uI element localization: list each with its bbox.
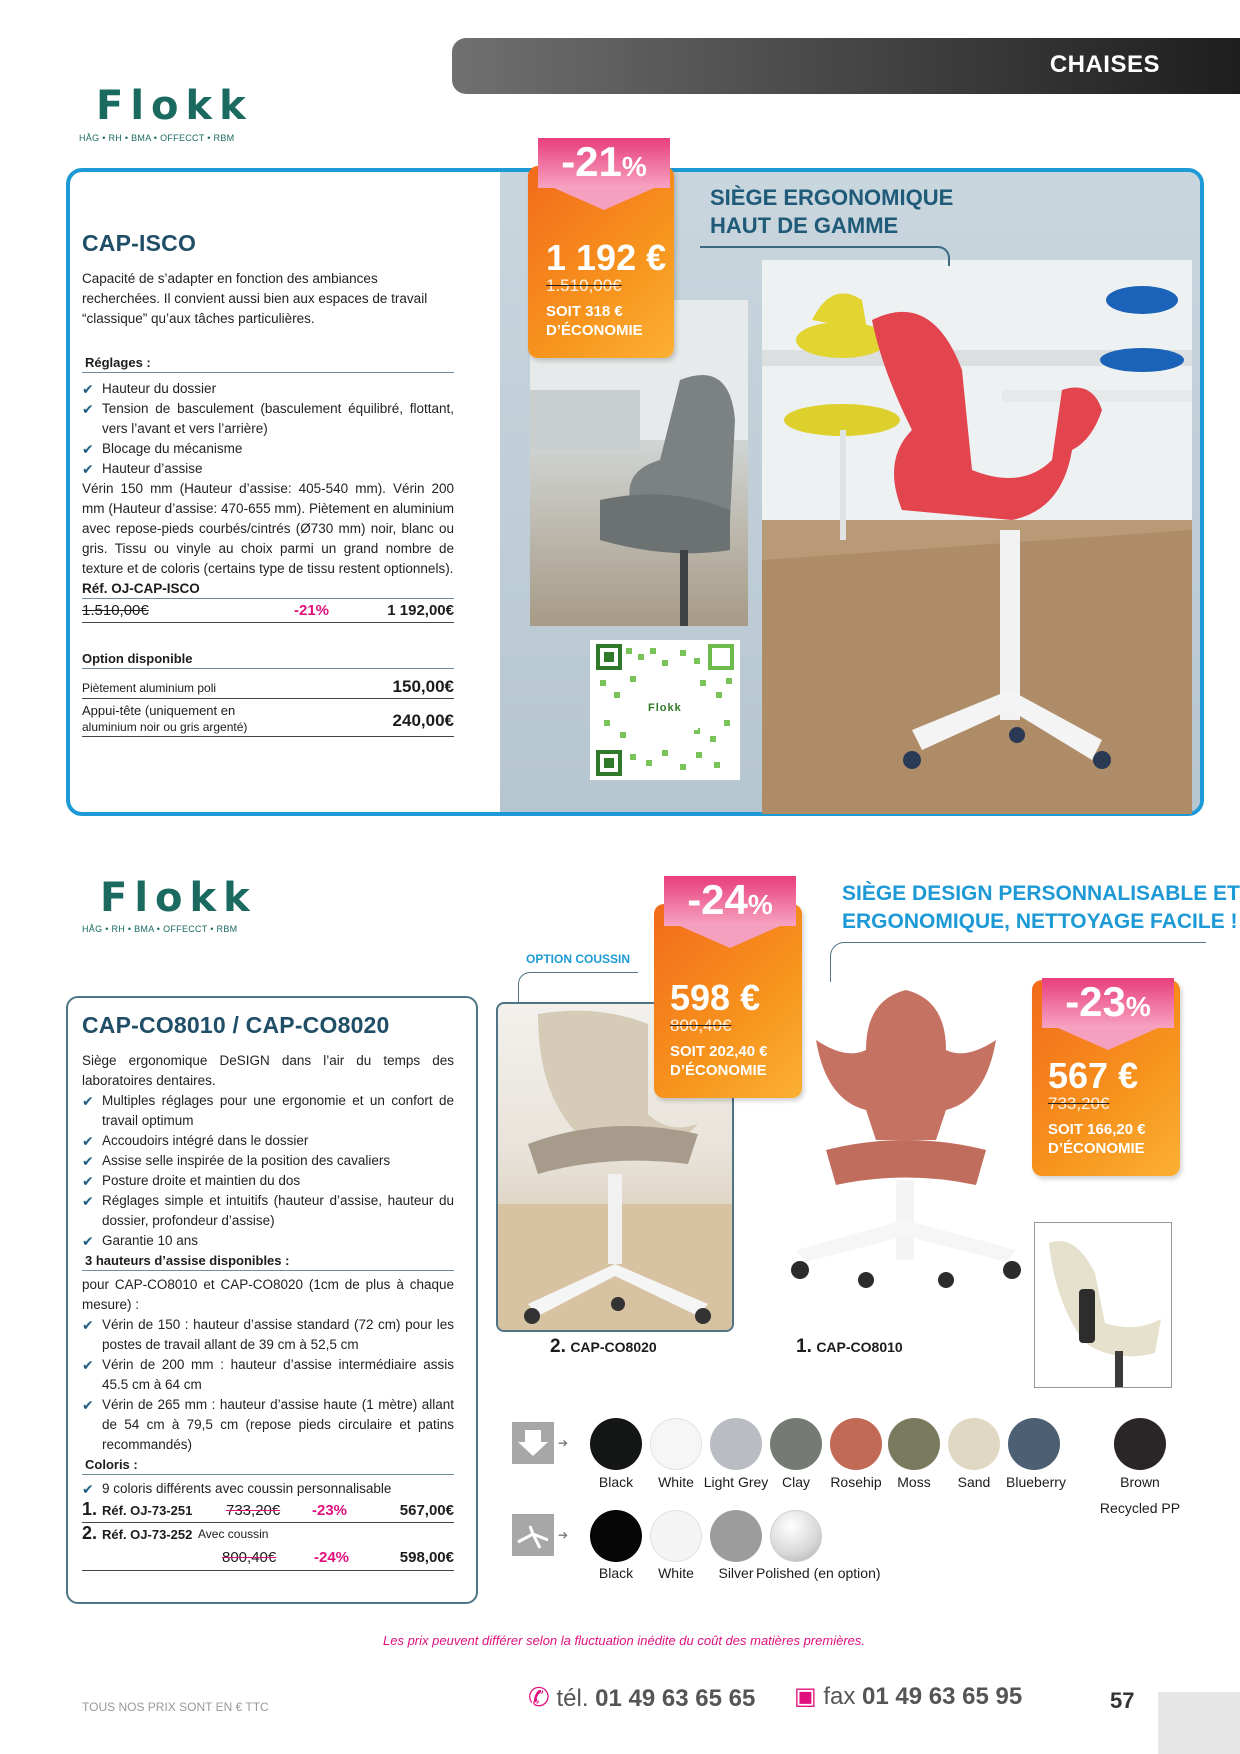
tag-price-block (670, 977, 768, 1080)
option-row (82, 669, 454, 699)
swatch-label: Polished (en option) (756, 1565, 881, 1581)
fax-label: fax (823, 1683, 856, 1710)
discount-badge (1042, 978, 1174, 1028)
price: 567,00€ (399, 1502, 454, 1519)
headline-connector (700, 246, 950, 266)
ref-code: Réf. OJ-73-251 (102, 1503, 193, 1518)
old-price: 800,40€ (222, 1549, 277, 1566)
logo-text: Flokk (96, 83, 253, 129)
old-price: 1.510,00€ (82, 602, 149, 619)
settings-item: ✔ Blocage du mécanisme (82, 439, 454, 459)
swatch-label: Silver (718, 1565, 754, 1581)
swatch-base-black[interactable] (590, 1510, 642, 1562)
product1-text (82, 230, 454, 737)
product-details: Vérin 150 mm (Hauteur d’assise: 405-540 mm). Vérin 200 mm (Hauteur d’assise: 470-655 mm). Piètement en aluminium avec repose-pieds courbés/cintrés (Ø730 mm) noir, blanc ou gris. Tissu ou vinyle au choix parmi un grand nombre de texture et de coloris (certains type de tissu restent optionnels). (82, 481, 454, 576)
base-icon (512, 1514, 554, 1556)
heights-list (82, 1315, 454, 1455)
swatch-light-grey[interactable] (710, 1418, 762, 1470)
seat-icon (512, 1422, 554, 1464)
settings-item: ✔ Tension de basculement (basculement équilibré, flottant, vers l’avant et vers l’arrière) (82, 399, 454, 439)
arrow-icon: ➔ (558, 1436, 569, 1450)
fax-contact[interactable] (794, 1682, 1022, 1711)
phone-contact[interactable] (528, 1682, 755, 1713)
section-title: CHAISES (1049, 51, 1160, 78)
discount: -21% (294, 602, 330, 619)
page-number: 57 (1110, 1688, 1135, 1713)
swatch-base-silver[interactable] (710, 1510, 762, 1562)
ref-extra: Avec coussin (198, 1527, 269, 1541)
option-connector (518, 972, 638, 1002)
height-item: ✔ Vérin de 265 mm : hauteur d’assise haute (1 mètre) allant de 54 cm à 79,5 cm (repose pieds circulaire et patins recommandés) (82, 1395, 454, 1455)
feature-item: ✔ Multiples réglages pour une ergonomie et un confort de travail optimum (82, 1091, 454, 1131)
settings-heading: Réglages : (82, 355, 454, 373)
tag-price: 567 € (1048, 1055, 1139, 1096)
discount: -24% (314, 1549, 350, 1566)
feature-item: ✔ Posture droite et maintien du dos (82, 1171, 454, 1191)
price: 1 192,00€ (387, 602, 454, 619)
discount: -23% (312, 1502, 348, 1519)
tag-savings: SOIT 318 € (546, 303, 623, 320)
feature-item: ✔ Garantie 10 ans (82, 1231, 454, 1251)
fax-number: 01 49 63 65 95 (862, 1683, 1023, 1710)
seat-arrow-icon (512, 1422, 554, 1464)
caption-cap-co8020 (550, 1336, 657, 1358)
product-title: CAP-ISCO (82, 230, 197, 256)
option-price: 150,00€ (392, 677, 454, 696)
red-chair-illustration (762, 260, 1192, 814)
swatch-rosehip[interactable] (830, 1418, 882, 1470)
ref-code: Réf. OJ-73-252 (102, 1527, 193, 1542)
options-heading: Option disponible (82, 651, 454, 669)
discount-badge (664, 876, 796, 926)
option-coussin-label: OPTION COUSSIN (526, 952, 631, 966)
caption-number: 1. (796, 1336, 812, 1357)
ttc-note: TOUS NOS PRIX SONT EN € TTC (82, 1700, 269, 1714)
headline-product1 (710, 184, 953, 240)
tag-savings-label: D’ÉCONOMIE (1048, 1140, 1145, 1157)
option-label: Piètement aluminium poli (82, 681, 217, 695)
headline-connector (830, 942, 1206, 982)
swatch-label: Rosehip (830, 1474, 882, 1490)
caption-number: 2. (550, 1336, 566, 1357)
swatch-label: Clay (781, 1474, 810, 1490)
base-star-icon (512, 1514, 554, 1556)
ref-number: 2. (82, 1523, 98, 1543)
logo-text: Flokk (100, 875, 257, 921)
caption-cap-co8010 (796, 1336, 903, 1358)
discount-value: -23 (1065, 978, 1126, 1025)
heights-heading: 3 hauteurs d’assise disponibles : (82, 1253, 454, 1271)
feature-item: ✔ Réglages simple et intuitifs (hauteur d’assise, hauteur du dossier, profondeur d’assise) (82, 1191, 454, 1231)
page-number-box (1158, 1692, 1240, 1754)
headline-product2 (842, 880, 1240, 936)
option-label: aluminium noir ou gris argenté) (82, 720, 248, 734)
tag-savings: SOIT 202,40 € (670, 1043, 768, 1060)
ref-row-1 (82, 1499, 454, 1523)
phone-number: 01 49 63 65 65 (595, 1685, 756, 1712)
headline-line2: ERGONOMIQUE, NETTOYAGE FACILE ! (842, 910, 1238, 933)
feature-item: ✔ Assise selle inspirée de la position des cavaliers (82, 1151, 454, 1171)
swatch-label: Sand (957, 1474, 991, 1490)
headline-line1: SIÈGE ERGONOMIQUE (710, 185, 954, 210)
price-disclaimer: Les prix peuvent différer selon la fluctuation inédite du coût des matières premières. (383, 1633, 865, 1648)
product-title: CAP-CO8010 / CAP-CO8020 (82, 1012, 390, 1038)
swatch-sand[interactable] (948, 1418, 1000, 1470)
swatch-label: White (658, 1565, 694, 1581)
product-ref: Réf. OJ-CAP-ISCO (82, 581, 454, 599)
rosehip-chair-illustration (786, 980, 1026, 1300)
ref-row-2-price (82, 1545, 454, 1571)
swatch-label: Recycled PP (1099, 1500, 1181, 1516)
old-price: 733,20€ (226, 1502, 281, 1519)
discount-value: -21 (561, 138, 622, 185)
tag-old-price: 733,20€ (1048, 1094, 1110, 1113)
swatch-label: Blueberry (1006, 1474, 1066, 1490)
settings-list (82, 379, 454, 479)
swatch-moss[interactable] (888, 1418, 940, 1470)
option-label: Appui-tête (uniquement en (82, 703, 236, 718)
product2-text (82, 1012, 454, 1571)
tag-savings-label: D’ÉCONOMIE (670, 1062, 767, 1079)
tag-savings-label: D’ÉCONOMIE (546, 322, 643, 339)
tag-price-block (546, 237, 667, 340)
ref-number: 1. (82, 1499, 98, 1519)
tag-price: 1 192 € (546, 237, 667, 278)
swatch-label: Black (598, 1565, 634, 1581)
height-item: ✔ Vérin de 200 mm : hauteur d’assise intermédiaire assis 45.5 cm à 64 cm (82, 1355, 454, 1395)
caption-text: CAP-CO8010 (816, 1339, 903, 1355)
swatch-label: Moss (897, 1474, 931, 1490)
option-price: 240,00€ (392, 711, 454, 730)
qr-code[interactable] (590, 640, 740, 780)
swatch-brown[interactable] (1114, 1418, 1166, 1470)
swatch-label: Black (598, 1474, 634, 1490)
features-list (82, 1091, 454, 1251)
colors-heading: Coloris : (82, 1457, 454, 1475)
swatch-base-white[interactable] (650, 1510, 702, 1562)
swatch-black[interactable] (590, 1418, 642, 1470)
tag-price: 598 € (670, 977, 761, 1018)
swatch-base-polished[interactable] (770, 1510, 822, 1562)
chair-detail-photo (1034, 1222, 1172, 1388)
product-intro: Siège ergonomique DeSIGN dans l’air du temps des laboratoires dentaires. (82, 1053, 454, 1088)
logo-brands-bottom: HÅG • RH • BMA • OFFECCT • RBM (82, 924, 238, 934)
heights-intro: pour CAP-CO8010 et CAP-CO8020 (1cm de plus à chaque mesure) : (82, 1277, 454, 1312)
price: 598,00€ (399, 1549, 454, 1566)
price-row (82, 599, 454, 623)
section-header (452, 38, 1240, 94)
height-item: ✔ Vérin de 150 : hauteur d’assise standard (72 cm) pour les postes de travail allant de 39 cm à 52,5 cm (82, 1315, 454, 1355)
phone-icon: ✆ (528, 1682, 550, 1712)
logo-brands-top: HÅG • RH • BMA • OFFECCT • RBM (79, 133, 235, 143)
arrow-icon: ➔ (558, 1528, 569, 1542)
product-intro: Capacité de s’adapter en fonction des ambiances recherchées. Il convient aussi bien aux espaces de travail “classique” qu’aux tâches particulières. (82, 271, 428, 326)
swatch-white[interactable] (650, 1418, 702, 1470)
discount-sign: % (747, 889, 773, 920)
swatch-label: White (658, 1474, 694, 1490)
caption-text: CAP-CO8020 (570, 1339, 657, 1355)
feature-item: ✔ Accoudoirs intégré dans le dossier (82, 1131, 454, 1151)
tag-savings: SOIT 166,20 € (1048, 1121, 1146, 1138)
ref-row-2 (82, 1523, 454, 1545)
headline-line2: HAUT DE GAMME (710, 213, 899, 238)
chair-photo-red (762, 260, 1192, 814)
flokk-logo-bottom (100, 875, 257, 921)
discount-sign: % (621, 151, 647, 182)
swatch-blueberry[interactable] (1008, 1418, 1060, 1470)
settings-item: ✔ Hauteur d’assise (82, 459, 454, 479)
tag-old-price: 800,40€ (670, 1016, 732, 1035)
discount-sign: % (1125, 991, 1151, 1022)
colors-note: ✔ 9 coloris différents avec coussin personnalisable (82, 1479, 454, 1499)
phone-label: tél. (556, 1685, 589, 1712)
headline-line1: SIÈGE DESIGN PERSONNALISABLE ET (842, 882, 1240, 905)
swatch-clay[interactable] (770, 1418, 822, 1470)
discount-value: -24 (687, 876, 748, 923)
tag-price-block (1048, 1055, 1146, 1158)
tag-old-price: 1.510,00€ (546, 276, 622, 295)
swatch-label: Brown (1120, 1474, 1160, 1490)
option-row (82, 699, 454, 737)
detail-chair-illustration (1035, 1223, 1172, 1388)
printer-icon: ▣ (794, 1683, 817, 1710)
qr-label: Flokk (648, 702, 682, 714)
flokk-logo-top (96, 83, 253, 129)
settings-item: ✔ Hauteur du dossier (82, 379, 454, 399)
swatch-label: Light Grey (703, 1474, 769, 1490)
discount-badge (538, 138, 670, 188)
chair-photo-rosehip (786, 980, 1026, 1300)
